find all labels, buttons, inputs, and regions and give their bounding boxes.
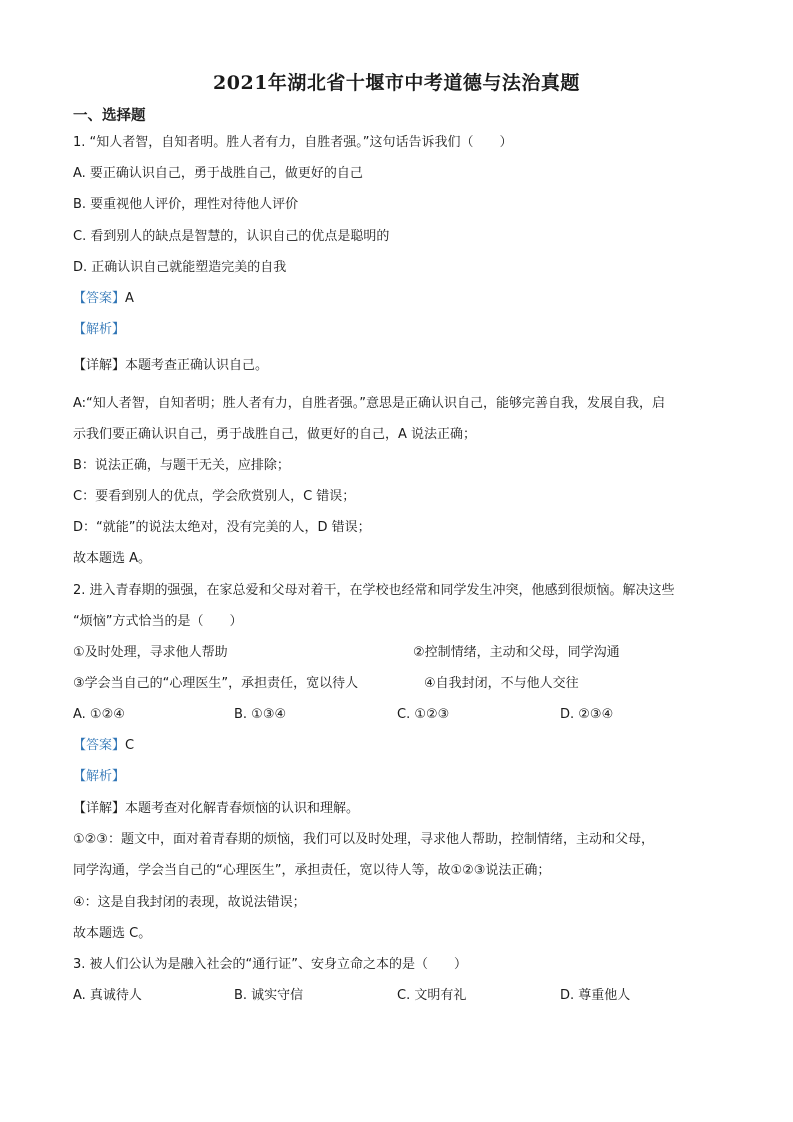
- q1-option-c: C. 看到别人的缺点是智慧的，认识自己的优点是聪明的: [73, 229, 390, 244]
- q2-item-1: ①及时处理，寻求他人帮助: [73, 645, 228, 660]
- q2-item-2: ②控制情绪，主动和父母，同学沟通: [413, 645, 620, 660]
- q1-analysis-tag: 【解析】: [73, 322, 126, 337]
- q2-option-d: D. ②③④: [560, 707, 614, 722]
- q2-explain-line: ①②③：题文中，面对着青春期的烦恼，我们可以及时处理，寻求他人帮助，控制情绪，主动和父母，: [73, 832, 654, 847]
- q2-stem-line: 2. 进入青春期的强强，在家总爱和父母对着干，在学校也经常和同学发生冲突，他感到很烦恼。解决这些: [73, 583, 675, 598]
- q2-stem-line: “烦恼”方式恰当的是（ ）: [73, 614, 243, 629]
- answer-value: A: [125, 291, 134, 306]
- q1-detail: [73, 357, 268, 375]
- q2-option-c: C. ①②③: [397, 707, 450, 722]
- section-heading: 一、选择题: [73, 108, 146, 124]
- q1-option-d: D. 正确认识自己就能塑造完美的自我: [73, 260, 287, 275]
- q1-stem: 1. “知人者智，自知者明。胜人者有力，自胜者强。”这句话告诉我们（ ）: [73, 135, 513, 150]
- q2-explain-line: ④：这是自我封闭的表现，故说法错误；: [73, 895, 306, 910]
- answer-value: C: [125, 738, 135, 753]
- q2-option-a: A. ①②④: [73, 707, 125, 722]
- q1-answer: [73, 290, 134, 308]
- q1-explain-line: 示我们要正确认识自己，勇于战胜自己，做更好的自己，A 说法正确；: [73, 427, 477, 442]
- q1-explain-line: B：说法正确，与题干无关，应排除；: [73, 458, 290, 473]
- q3-stem: 3. 被人们公认为是融入社会的“通行证”、安身立命之本的是（ ）: [73, 957, 468, 972]
- detail-text: 本题考查对化解青春烦恼的认识和理解。: [125, 801, 360, 816]
- q1-explain-line: C：要看到别人的优点，学会欣赏别人，C 错误；: [73, 489, 356, 504]
- detail-text: 本题考查正确认识自己。: [125, 358, 269, 373]
- q2-item-4: ④自我封闭，不与他人交往: [424, 676, 579, 691]
- q1-option-b: B. 要重视他人评价，理性对待他人评价: [73, 197, 299, 212]
- q2-detail: [73, 800, 359, 818]
- q1-explain-line: A:“知人者智，自知者明；胜人者有力，自胜者强。”意思是正确认识自己，能够完善自我，发展自我，启: [73, 396, 666, 411]
- q2-explain-line: 同学沟通，学会当自己的“心理医生”，承担责任，宽以待人等，故①②③说法正确；: [73, 863, 551, 878]
- q3-option-c: C. 文明有礼: [397, 988, 467, 1003]
- q1-explain-line: D：“就能”的说法太绝对，没有完美的人，D 错误；: [73, 520, 371, 535]
- detail-tag: 【详解】: [73, 801, 126, 816]
- answer-tag: 【答案】: [73, 291, 126, 306]
- q3-option-d: D. 尊重他人: [560, 988, 631, 1003]
- q3-option-b: B. 诚实守信: [234, 988, 304, 1003]
- q2-option-b: B. ①③④: [234, 707, 287, 722]
- q2-answer: [73, 737, 134, 755]
- q2-item-3: ③学会当自己的“心理医生”，承担责任，宽以待人: [73, 676, 359, 691]
- answer-tag: 【答案】: [73, 738, 126, 753]
- q3-option-a: A. 真诚待人: [73, 988, 142, 1003]
- q1-explain-line: 故本题选 A。: [73, 551, 152, 566]
- q2-explain-line: 故本题选 C。: [73, 926, 152, 941]
- q2-analysis-tag: 【解析】: [73, 769, 126, 784]
- q1-option-a: A. 要正确认识自己，勇于战胜自己，做更好的自己: [73, 166, 363, 181]
- detail-tag: 【详解】: [73, 358, 126, 373]
- page-title: 2021年湖北省十堰市中考道德与法治真题: [213, 72, 580, 94]
